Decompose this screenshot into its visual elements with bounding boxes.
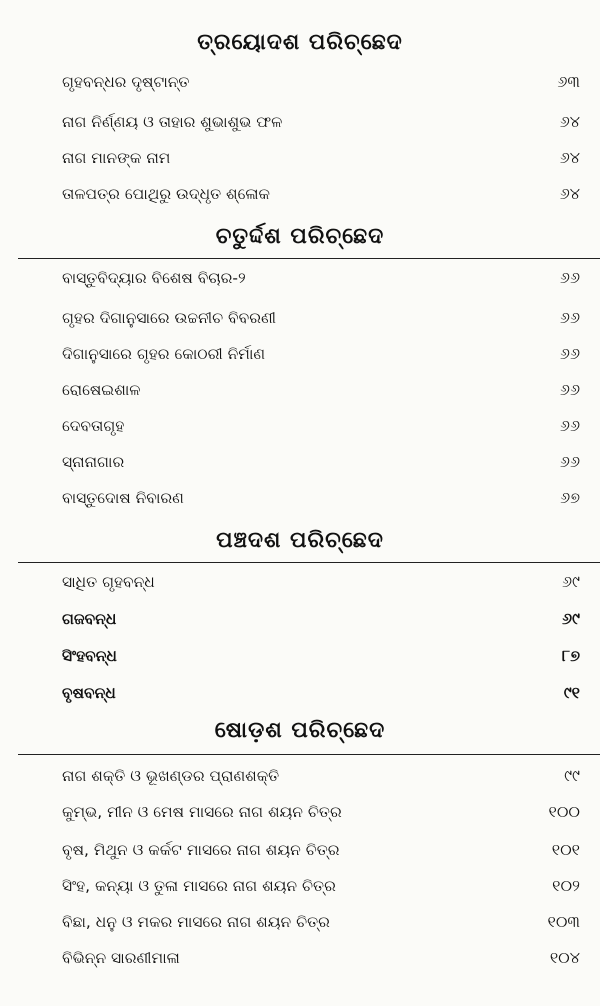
toc-entry xyxy=(62,412,580,440)
entry-title: ନାଗ ଶକ୍ତି ଓ ଭୂଖଣ୍ଡର ପ୍ରାଣଶକ୍ତି xyxy=(62,767,280,785)
section-title: ଷୋଡ଼ଶ ପରିଚ୍ଛେଦ xyxy=(214,718,386,743)
entry-title: ସାଧିତ ଗୃହବନ୍ଧ xyxy=(62,573,155,591)
entry-title: ଗଜବନ୍ଧ xyxy=(62,610,117,628)
entry-page-number: ୯୯ xyxy=(564,766,580,785)
toc-entry xyxy=(62,872,580,900)
entry-page-number: ୧୦୨ xyxy=(552,876,580,895)
entry-title: ଦେବତାଗୃହ xyxy=(62,417,125,435)
entry-page-number: ୬୬ xyxy=(559,268,580,287)
toc-entry xyxy=(62,264,580,292)
entry-title: ସିଂହବନ୍ଧ xyxy=(62,647,117,665)
entry-title: ନାଗ ନିର୍ଣ୍ଣୟ ଓ ତାହାର ଶୁଭାଶୁଭ ଫଳ xyxy=(62,113,283,131)
entry-title: ନାଗ ମାନଙ୍କ ନାମ xyxy=(62,149,171,167)
toc-entry xyxy=(62,180,580,208)
toc-entry xyxy=(62,484,580,512)
toc-entry xyxy=(62,836,580,864)
toc-entry xyxy=(62,144,580,172)
toc-entry xyxy=(62,605,580,633)
entry-title: ବାସ୍ତୁଦୋଷ ନିବାରଣ xyxy=(62,489,184,507)
entry-title: ରୋଷେଇଶାଳ xyxy=(62,381,141,399)
entry-title: ଦିଗାନୁସାରେ ଗୃହର କୋଠରୀ ନିର୍ମାଣ xyxy=(62,345,266,363)
toc-entry xyxy=(62,679,580,707)
entry-page-number: ୧୦୦ xyxy=(548,802,580,821)
section-title: ଚତୁର୍ଦ୍ଦଶ ପରିଚ୍ଛେଦ xyxy=(215,224,385,249)
entry-page-number: ୬୩ xyxy=(557,72,580,91)
entry-title: ବିଭିନ୍ନ ସାରଣୀମାଳା xyxy=(62,949,180,967)
toc-entry xyxy=(62,762,580,790)
toc-entry xyxy=(62,642,580,670)
section-title: ତ୍ରୟୋଦଶ ପରିଚ୍ଛେଦ xyxy=(197,30,403,55)
entry-title: ଗୃହବନ୍ଧର ଦୃଷ୍ଟାନ୍ତ xyxy=(62,73,190,91)
toc-entry xyxy=(62,944,580,972)
entry-title: ବିଛା, ଧନୁ ଓ ମକର ମାସରେ ନାଗ ଶୟନ ଚିତ୍ର xyxy=(62,913,330,931)
entry-title: କୁମ୍ଭ, ମୀନ ଓ ମେଷ ମାସରେ ନାଗ ଶୟନ ଚିତ୍ର xyxy=(62,803,342,821)
entry-title: ତାଳପତ୍ର ପୋଥିରୁ ଉଦ୍ଧୃତ ଶ୍ଳୋକ xyxy=(62,185,270,203)
section-divider xyxy=(18,258,600,259)
section-title: ପଞ୍ଚଦଶ ପରିଚ୍ଛେଦ xyxy=(216,528,384,553)
entry-title: ବୃଷବନ୍ଧ xyxy=(62,684,116,702)
entry-title: ବାସ୍ତୁବିଦ୍ୟାର ବିଶେଷ ବିଚାର-୨ xyxy=(62,269,246,287)
entry-page-number: ୬୬ xyxy=(559,380,580,399)
section-divider xyxy=(18,754,600,755)
entry-page-number: ୬୬ xyxy=(559,416,580,435)
entry-page-number: ୬୪ xyxy=(559,184,580,203)
toc-entry xyxy=(62,376,580,404)
entry-page-number: ୬୯ xyxy=(561,572,580,591)
entry-page-number: ୬୬ xyxy=(559,452,580,471)
section-divider xyxy=(18,562,600,563)
toc-entry xyxy=(62,108,580,136)
toc-entry xyxy=(62,908,580,936)
entry-page-number: ୧୦୩ xyxy=(547,912,580,931)
entry-page-number: ୬୪ xyxy=(559,112,580,131)
toc-entry xyxy=(62,448,580,476)
entry-page-number: ୮୭ xyxy=(561,646,580,665)
entry-page-number: ୯୧ xyxy=(563,683,580,702)
entry-title: ସିଂହ, କନ୍ୟା ଓ ତୁଳା ମାସରେ ନାଗ ଶୟନ ଚିତ୍ର xyxy=(62,877,336,895)
entry-page-number: ୬୬ xyxy=(559,308,580,327)
toc-entry xyxy=(62,568,580,596)
toc-entry xyxy=(62,68,580,96)
entry-page-number: ୬୪ xyxy=(559,148,580,167)
entry-page-number: ୧୦୧ xyxy=(551,840,580,859)
entry-title: ଗୃହର ଦିଗାନୁସାରେ ଉଚ୍ଚନୀଚ ବିବରଣୀ xyxy=(62,309,277,327)
toc-entry xyxy=(62,304,580,332)
entry-title: ସ୍ନାନାଗାର xyxy=(62,453,125,471)
entry-title: ବୃଷ, ମିଥୁନ ଓ କର୍କଟ ମାସରେ ନାଗ ଶୟନ ଚିତ୍ର xyxy=(62,841,340,859)
entry-page-number: ୧୦୪ xyxy=(549,948,580,967)
toc-entry xyxy=(62,340,580,368)
entry-page-number: ୬୯ xyxy=(561,609,580,628)
toc-entry xyxy=(62,798,580,826)
entry-page-number: ୬୭ xyxy=(560,488,580,507)
entry-page-number: ୬୬ xyxy=(559,344,580,363)
